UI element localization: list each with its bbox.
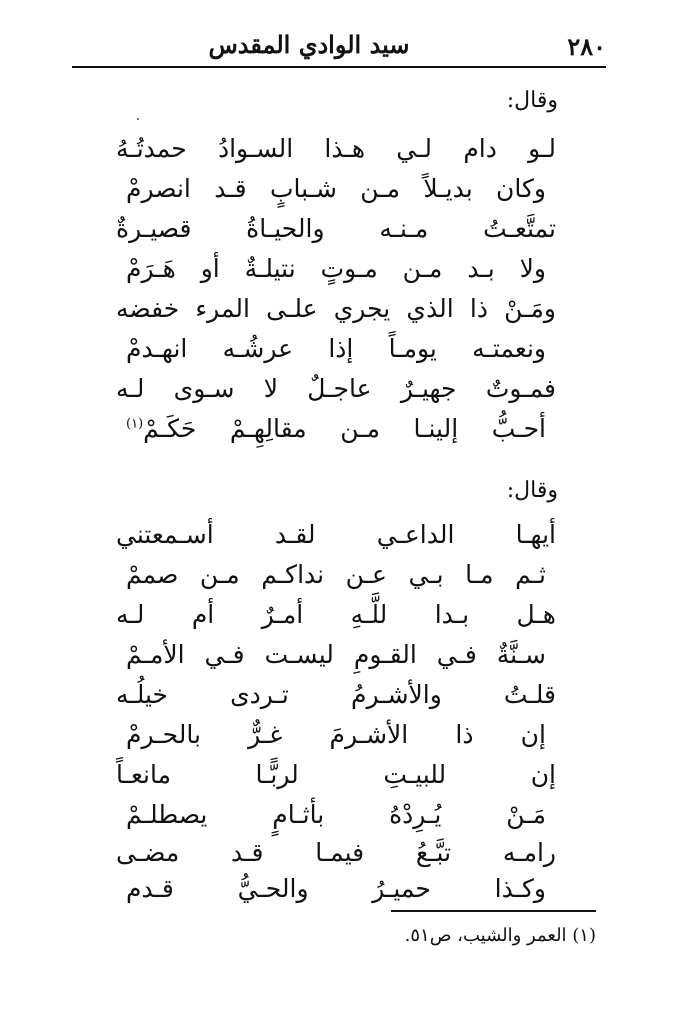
verse-second-hemistich	[126, 414, 556, 443]
verse-second-hemistich: سـنَّةٌ فـي القـومِ ليسـت فـي الأمـمْ	[126, 640, 546, 669]
page-header	[72, 30, 606, 68]
verse-second-hemistich: وكان بديـلاً مـن شـبابٍ قـد انصرمْ	[126, 174, 546, 203]
verse-first-hemistich: لـو دام لـي هـذا السـوادُ حمدتُـهُ	[116, 134, 556, 163]
verse-first-hemistich: قلـتُ والأشـرمُ تـردى خيلُـه	[116, 680, 556, 709]
verse-second-hemistich: مَـنْ يُـرِدْهُ بأثـامٍ يصطلـمْ	[126, 800, 546, 829]
verse-second-hemistich: وكـذا حميـرُ والحـيُّ قـدم	[126, 874, 546, 903]
verse-second-hemistich: إن ذا الأشـرمَ غـرٌّ بالحـرمْ	[126, 720, 546, 749]
verse-second-hemistich: ونعمتـه يومـاً إذا عرشُـه انهـدمْ	[126, 334, 546, 363]
verse-second-hemistich: ثـم مـا بـي عـن نداكـم مـن صممْ	[126, 560, 546, 589]
footnote-marker: (١)	[126, 416, 144, 432]
verse-first-hemistich: ومَـنْ ذا الذي يجري علـى المرء خفضه	[116, 294, 556, 323]
page-number: ٢٨٠	[567, 32, 606, 61]
verse-first-hemistich: أيهـا الداعـي لقـد أسـمعتني	[116, 520, 556, 549]
verse-first-hemistich: فمـوتٌ جهيـرٌ عاجـلٌ لا سـوى لـه	[116, 374, 556, 403]
verse-text: أحـبُّ إلينـا مـن مقالِهِـمْ حَكَـمْ	[143, 414, 546, 443]
verse-first-hemistich: تمتَّعـتُ مـنـه والحيـاةُ قصيـرةٌ	[116, 214, 556, 243]
section-intro: وقال:	[506, 88, 558, 113]
footnote-separator	[391, 910, 596, 912]
print-speck	[137, 118, 139, 120]
verse-first-hemistich: إن للبيـتِ لربًّـا مانعـاً	[116, 760, 556, 789]
section-intro: وقال:	[506, 478, 558, 503]
verse-second-hemistich: ولا بـد مـن مـوتٍ نتيلـةٌ أو هَـرَمْ	[126, 254, 546, 283]
running-title: سيد الوادي المقدس	[208, 30, 410, 59]
verse-first-hemistich: هـل بـدا للَّـهِ أمـرٌ أم لـه	[116, 600, 556, 629]
footnote: (١) العمر والشيب، ص٥١.	[404, 925, 596, 946]
verse-first-hemistich: رامـه تبَّـعُ فيمـا قـد مضـى	[116, 838, 556, 867]
